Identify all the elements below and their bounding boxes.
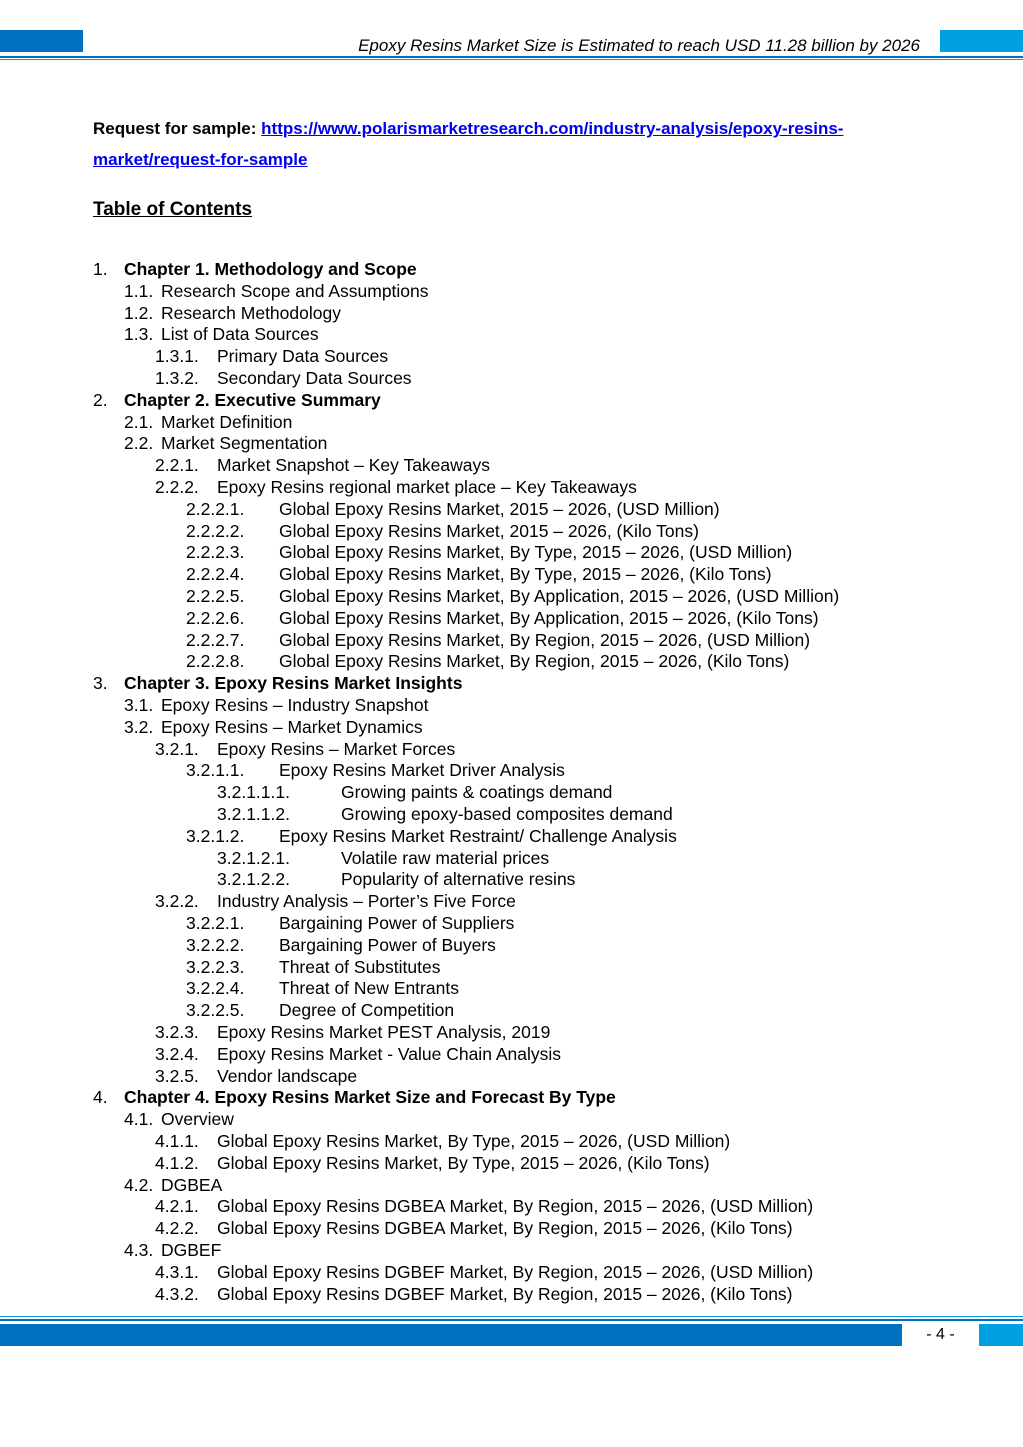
toc-item-text: Degree of Competition [279,1000,455,1021]
toc-item-number: 4.2. [124,1174,154,1195]
toc-item-number: 3.2.2.3. [186,956,245,977]
toc-item-number: 3.2.1.2.2. [217,869,290,890]
request-url-line2[interactable]: market/request-for-sample [93,150,308,169]
header-accent-block-left [0,30,83,52]
toc-item-number: 2.2.2.4. [186,564,245,585]
toc-item-number: 3.2.1.2. [186,825,245,846]
toc-item-number: 1.1. [124,280,154,301]
toc-item-text: Vendor landscape [217,1065,358,1086]
toc-item-number: 2.2.2.3. [186,542,245,563]
toc-item-number: 2.2.2.1. [186,498,245,519]
toc-item-text: Global Epoxy Resins DGBEA Market, By Region, 2015 – 2026, (USD Million) [217,1196,814,1217]
header-rule-thin [0,59,1023,60]
toc-item-text: Chapter 4. Epoxy Resins Market Size and Forecast By Type [124,1087,616,1108]
footer-rule-thin [0,1316,1023,1317]
toc-item-text: Epoxy Resins Market Driver Analysis [279,760,565,781]
toc-item-number: 3.2.1.1.2. [217,804,290,824]
toc-item-number: 3.2.1.1.1. [217,782,290,803]
toc-item-number: 3.2.2.2. [186,934,245,955]
toc-item-number: 1.3.2. [155,368,199,388]
toc-item-number: 2.1. [124,411,154,432]
toc-item-text: DGBEF [161,1240,222,1260]
toc-item-text: Threat of Substitutes [279,956,441,977]
toc-item-text: Global Epoxy Resins DGBEF Market, By Region, 2015 – 2026, (USD Million) [217,1261,814,1282]
toc-item-text: Epoxy Resins Market - Value Chain Analysis [217,1043,561,1064]
toc-item-text: Market Definition [161,411,293,432]
toc-item-number: 4.1. [124,1109,154,1130]
toc-item-text: Global Epoxy Resins Market, By Type, 2015 – 2026, (USD Million) [279,542,793,563]
toc-item-number: 2.2.2.6. [186,607,245,628]
toc-item-text: Market Segmentation [161,433,328,454]
toc-item-text: Global Epoxy Resins Market, By Type, 2015 – 2026, (Kilo Tons) [217,1152,710,1173]
footer-rule [0,1319,1023,1321]
toc-item-text: Global Epoxy Resins DGBEA Market, By Region, 2015 – 2026, (Kilo Tons) [217,1218,793,1239]
toc-item-text: Growing epoxy-based composites demand [341,804,673,824]
toc-item-number: 4. [93,1087,108,1108]
header-accent-block-right [940,30,1023,52]
toc-item-number: 3.1. [124,695,154,715]
toc-item-number: 1.2. [124,302,154,323]
toc-item-text: Overview [161,1109,234,1130]
request-url-line1[interactable]: https://www.polarismarketresearch.com/industry-analysis/epoxy-resins- [261,119,844,138]
toc-item-text: Epoxy Resins – Market Dynamics [161,716,423,737]
header-rule [0,56,1023,58]
toc-item-text: Market Snapshot – Key Takeaways [217,455,491,476]
toc-item-number: 3.2.5. [155,1065,199,1086]
footer-accent-bar [0,1324,902,1346]
toc-item-text: Epoxy Resins Market Restraint/ Challenge Analysis [279,825,677,846]
toc-item-text: List of Data Sources [161,324,319,345]
toc-item-text: Global Epoxy Resins Market, 2015 – 2026, (Kilo Tons) [279,520,699,541]
toc-item-text: Industry Analysis – Porter’s Five Force [217,891,516,912]
toc-item-text: DGBEA [161,1174,223,1195]
toc-item-number: 3.2.2.1. [186,913,245,933]
toc-item-text: Chapter 1. Methodology and Scope [124,259,417,279]
toc-item-text: Secondary Data Sources [217,368,412,388]
toc-item-number: 3.2.2. [155,891,199,912]
toc-item-text: Research Methodology [161,302,341,323]
header-title: Epoxy Resins Market Size is Estimated to reach USD 11.28 billion by 2026 [358,36,920,55]
toc-item-number: 4.3.2. [155,1283,199,1304]
toc-item-text: Bargaining Power of Buyers [279,934,496,955]
toc-item-number: 2.2.2.2. [186,520,245,541]
toc-item-number: 2.2.2.7. [186,629,245,650]
toc-item-number: 2. [93,389,108,410]
toc-item-number: 2.2.2.8. [186,651,245,672]
toc-item-number: 4.3. [124,1240,154,1260]
toc-item-number: 3.2.3. [155,1022,199,1042]
toc-item-number: 3.2. [124,716,154,737]
toc-item-text: Volatile raw material prices [341,847,550,868]
toc-item-text: Threat of New Entrants [279,978,459,999]
toc-item-number: 2.2.2.5. [186,586,245,606]
toc-item-text: Global Epoxy Resins Market, By Region, 2015 – 2026, (Kilo Tons) [279,651,790,672]
toc-item-number: 3.2.1.1. [186,760,245,781]
toc-item-text: Global Epoxy Resins Market, By Region, 2015 – 2026, (USD Million) [279,629,811,650]
toc-item-text: Epoxy Resins Market PEST Analysis, 2019 [217,1022,551,1042]
toc-item-number: 1.3. [124,324,154,345]
toc-item-text: Primary Data Sources [217,346,389,367]
toc-title: Table of Contents [93,199,253,220]
toc-item-text: Popularity of alternative resins [341,869,576,890]
request-label: Request for sample: [93,119,257,138]
footer-accent-block-right [979,1324,1023,1346]
toc-item-text: Epoxy Resins – Industry Snapshot [161,695,429,715]
toc-item-number: 4.3.1. [155,1261,199,1282]
toc-item-number: 3.2.4. [155,1043,199,1064]
toc-item-text: Global Epoxy Resins Market, 2015 – 2026, (USD Million) [279,498,720,519]
toc-item-text: Global Epoxy Resins Market, By Application, 2015 – 2026, (USD Million) [279,586,840,606]
toc-item-number: 3.2.1.2.1. [217,847,290,868]
toc-item-number: 3.2.1. [155,738,199,759]
toc-item-text: Chapter 3. Epoxy Resins Market Insights [124,673,463,694]
toc-item-number: 3.2.2.5. [186,1000,245,1021]
toc-item-text: Epoxy Resins regional market place – Key Takeaways [217,477,637,497]
toc-item-number: 2.2.2. [155,477,199,497]
toc-item-number: 4.1.2. [155,1152,199,1173]
toc-item-number: 1.3.1. [155,346,199,367]
request-sample [93,113,953,175]
toc-item-text: Global Epoxy Resins DGBEF Market, By Region, 2015 – 2026, (Kilo Tons) [217,1283,793,1304]
toc-item-text: Global Epoxy Resins Market, By Application, 2015 – 2026, (Kilo Tons) [279,607,819,628]
toc-item-text: Chapter 2. Executive Summary [124,389,381,410]
toc-item-number: 2.2. [124,433,154,454]
toc-item-text: Global Epoxy Resins Market, By Type, 2015 – 2026, (USD Million) [217,1131,731,1151]
toc-item-number: 3.2.2.4. [186,978,245,999]
toc-item-number: 4.2.2. [155,1218,199,1239]
toc-item-number: 3. [93,673,108,694]
toc-item-text: Global Epoxy Resins Market, By Type, 2015 – 2026, (Kilo Tons) [279,564,772,585]
toc-item-number: 2.2.1. [155,455,199,476]
toc-item-number: 1. [93,259,108,279]
toc-item-text: Research Scope and Assumptions [161,280,429,301]
toc-item-text: Bargaining Power of Suppliers [279,913,515,933]
toc-item-text: Epoxy Resins – Market Forces [217,738,456,759]
toc-item-number: 4.1.1. [155,1131,199,1151]
page-number: - 4 - [926,1326,955,1343]
toc-item-number: 4.2.1. [155,1196,199,1217]
toc-item-text: Growing paints & coatings demand [341,782,613,803]
